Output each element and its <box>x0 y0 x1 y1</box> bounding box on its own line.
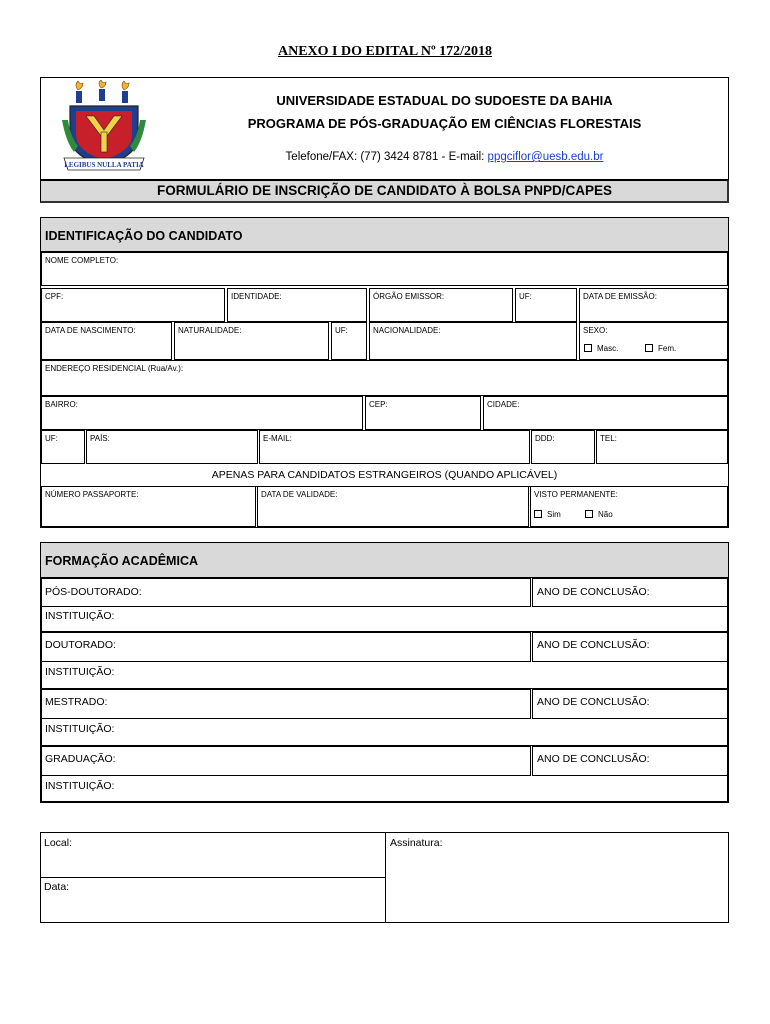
doctorate-year-field[interactable] <box>532 632 728 662</box>
institution-label: INSTITUIÇÃO: <box>45 666 115 678</box>
contact-line <box>160 151 729 163</box>
validity-label: DATA DE VALIDADE: <box>261 490 338 499</box>
validity-field[interactable] <box>257 487 529 527</box>
institution-label: INSTITUIÇÃO: <box>45 723 115 735</box>
visa-yes-checkbox[interactable] <box>534 510 561 519</box>
date-label: Data: <box>44 881 70 893</box>
phone-label: TEL: <box>600 434 617 443</box>
zip-field[interactable] <box>365 396 481 430</box>
sex-male-checkbox[interactable] <box>584 344 618 353</box>
nationality-field[interactable] <box>369 322 577 360</box>
district-label: BAIRRO: <box>45 400 78 409</box>
sex-female-checkbox[interactable] <box>645 344 676 353</box>
form-title: FORMULÁRIO DE INSCRIÇÃO DE CANDIDATO À BOLSA PNPD/CAPES <box>156 183 613 198</box>
graduation-label: GRADUAÇÃO: <box>45 753 116 765</box>
phone-field[interactable] <box>596 430 728 464</box>
date-field[interactable] <box>41 878 386 922</box>
issuer-field[interactable] <box>369 288 513 322</box>
cpf-field[interactable] <box>41 288 225 322</box>
checkbox-icon <box>584 344 592 352</box>
masters-label: MESTRADO: <box>45 696 108 708</box>
masters-field[interactable] <box>41 689 531 719</box>
postdoc-label: PÓS-DOUTORADO: <box>45 586 142 598</box>
postdoc-year-field[interactable] <box>532 578 728 607</box>
education-title: FORMAÇÃO ACADÊMICA <box>45 554 198 568</box>
university-logo <box>56 80 152 176</box>
passport-field[interactable] <box>41 487 256 527</box>
place-label: Local: <box>44 837 73 849</box>
uf-label: UF: <box>519 292 532 301</box>
contact-prefix: Telefone/FAX: (77) 3424 8781 - E-mail: <box>285 151 488 163</box>
sex-female-label: Fem. <box>658 344 677 353</box>
completion-year-label: ANO DE CONCLUSÃO: <box>537 586 650 598</box>
graduation-field[interactable] <box>41 746 531 776</box>
graduation-year-field[interactable] <box>532 746 728 776</box>
uf-birth-field[interactable] <box>331 322 367 360</box>
permanent-visa-field <box>530 487 728 527</box>
address-field[interactable] <box>41 360 728 396</box>
email-field[interactable] <box>259 430 530 464</box>
uf-issuer-field[interactable] <box>515 288 577 322</box>
uf-label: UF: <box>335 326 348 335</box>
checkbox-icon <box>645 344 653 352</box>
visa-no-checkbox[interactable] <box>585 510 613 519</box>
signature-field[interactable] <box>386 833 728 922</box>
cpf-label: CPF: <box>45 292 64 301</box>
masters-institution-field[interactable] <box>41 719 728 746</box>
identification-title: IDENTIFICAÇÃO DO CANDIDATO <box>45 229 243 243</box>
masters-year-field[interactable] <box>532 689 728 719</box>
institution-label: INSTITUIÇÃO: <box>45 610 115 622</box>
visa-no-label: Não <box>598 510 613 519</box>
completion-year-label: ANO DE CONCLUSÃO: <box>537 696 650 708</box>
doctorate-field[interactable] <box>41 632 531 662</box>
ddd-label: DDD: <box>535 434 555 443</box>
sex-male-label: Masc. <box>597 344 619 353</box>
birth-date-field[interactable] <box>41 322 172 360</box>
birth-date-label: DATA DE NASCIMENTO: <box>45 326 136 335</box>
city-label: CIDADE: <box>487 400 520 409</box>
sex-label: SEXO: <box>583 326 608 335</box>
ddd-field[interactable] <box>531 430 595 464</box>
doctorate-institution-field[interactable] <box>41 662 728 689</box>
doctorate-label: DOUTORADO: <box>45 639 116 651</box>
program-name: PROGRAMA DE PÓS-GRADUAÇÃO EM CIÊNCIAS FLORESTAIS <box>247 116 642 131</box>
uf-address-field[interactable] <box>41 430 85 464</box>
postdoc-institution-field[interactable] <box>41 607 728 632</box>
foreign-note: APENAS PARA CANDIDATOS ESTRANGEIROS (QUANDO APLICÁVEL) <box>211 469 558 481</box>
issue-date-label: DATA DE EMISSÃO: <box>583 292 657 301</box>
completion-year-label: ANO DE CONCLUSÃO: <box>537 639 650 651</box>
visa-yes-label: Sim <box>547 510 561 519</box>
identity-label: IDENTIDADE: <box>231 292 282 301</box>
zip-label: CEP: <box>369 400 388 409</box>
university-name: UNIVERSIDADE ESTADUAL DO SUDOESTE DA BAHIA <box>276 93 613 108</box>
birthplace-field[interactable] <box>174 322 329 360</box>
svg-text:LEGIBUS NULLA PATIA: LEGIBUS NULLA PATIA <box>64 161 144 169</box>
issue-date-field[interactable] <box>579 288 728 322</box>
country-label: PAÍS: <box>90 434 110 443</box>
logo-crest-icon <box>56 80 152 176</box>
postdoc-field[interactable] <box>41 578 531 607</box>
identity-field[interactable] <box>227 288 367 322</box>
sex-field <box>579 322 728 360</box>
nationality-label: NACIONALIDADE: <box>373 326 441 335</box>
birthplace-label: NATURALIDADE: <box>178 326 242 335</box>
city-field[interactable] <box>483 396 728 430</box>
full-name-label: NOME COMPLETO: <box>45 256 119 265</box>
checkbox-icon <box>585 510 593 518</box>
address-label: ENDEREÇO RESIDENCIAL (Rua/Av.): <box>45 364 184 373</box>
completion-year-label: ANO DE CONCLUSÃO: <box>537 753 650 765</box>
email-label: E-MAIL: <box>263 434 292 443</box>
email-link[interactable]: ppgciflor@uesb.edu.br <box>487 151 604 163</box>
passport-label: NÚMERO PASSAPORTE: <box>45 490 139 499</box>
checkbox-icon <box>534 510 542 518</box>
graduation-institution-field[interactable] <box>41 776 728 802</box>
issuer-label: ÓRGÃO EMISSOR: <box>373 292 445 301</box>
permanent-visa-label: VISTO PERMANENTE: <box>534 490 618 499</box>
country-field[interactable] <box>86 430 258 464</box>
place-field[interactable] <box>41 833 386 878</box>
signature-label: Assinatura: <box>390 837 443 849</box>
institution-label: INSTITUIÇÃO: <box>45 780 115 792</box>
annex-title: ANEXO I DO EDITAL Nº 172/2018 <box>278 44 492 59</box>
district-field[interactable] <box>41 396 363 430</box>
uf-label: UF: <box>45 434 58 443</box>
full-name-field[interactable] <box>41 252 728 286</box>
